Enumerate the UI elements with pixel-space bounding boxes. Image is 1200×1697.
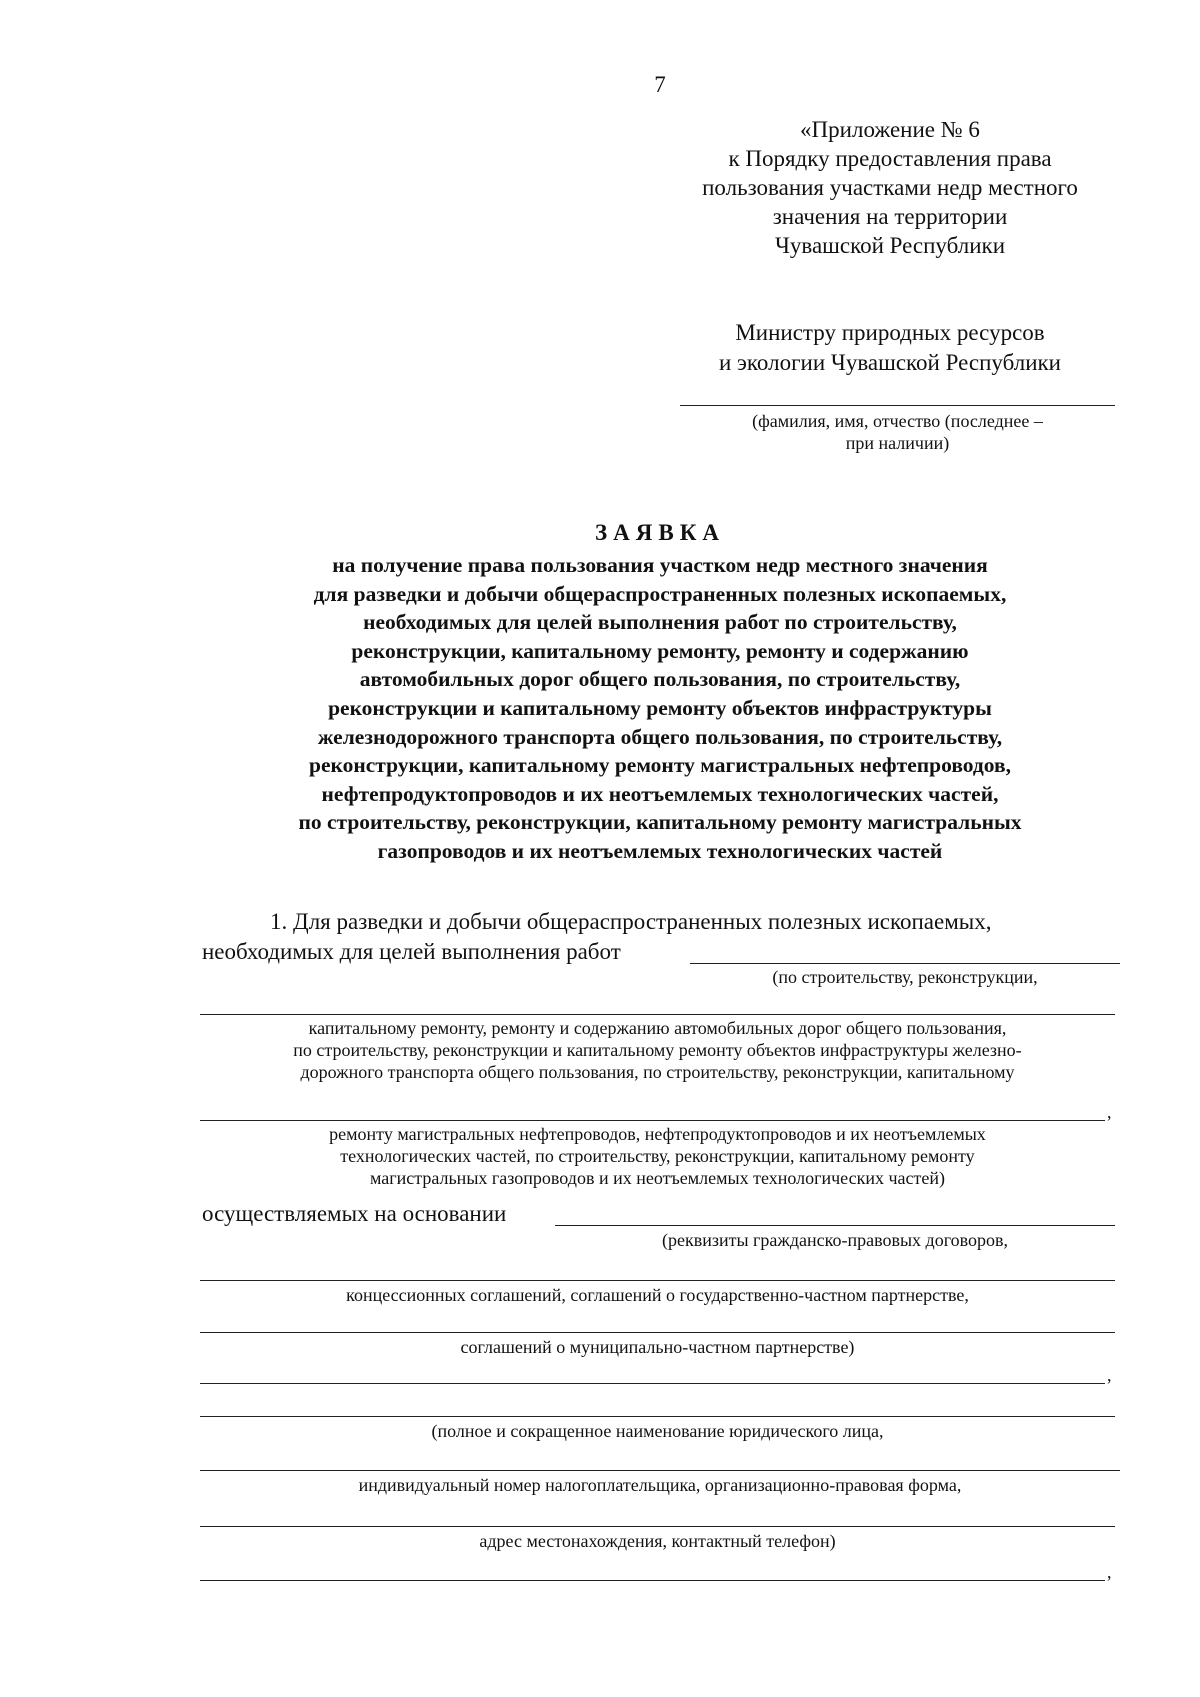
document-title: ЗАЯВКА — [595, 520, 725, 545]
appendix-line: Чувашской Республики — [774, 233, 1006, 258]
subtitle-line: по строительству, реконструкции, капитальному ремонту магистральных — [298, 810, 1022, 835]
entity-hint-a: (полное и сокращенное наименование юридического лица, — [431, 1421, 884, 1441]
document-subtitle — [200, 551, 1120, 866]
work-type-field-3[interactable] — [200, 1120, 1105, 1121]
work-type-hint-a: (по строительству, реконструкции, — [772, 967, 1038, 987]
addressee-line: и экологии Чувашской Республики — [719, 350, 1061, 375]
subtitle-line: газопроводов и их неотъемлемых технологических частей — [377, 838, 943, 863]
work-type-field-2[interactable] — [200, 1014, 1115, 1015]
appendix-line: «Приложение № 6 — [800, 117, 980, 142]
subtitle-line: автомобильных дорог общего пользования, по строительству, — [359, 667, 961, 692]
subtitle-line: необходимых для целей выполнения работ по строительству, — [363, 610, 957, 635]
subtitle-line: железнодорожного транспорта общего пользования, по строительству, — [317, 724, 1003, 749]
basis-hint-c: соглашений о муниципально-частном партнерстве) — [460, 1337, 855, 1357]
hint-line: капитальному ремонту, ремонту и содержанию автомобильных дорог общего пользования, — [308, 1018, 1007, 1038]
hint-line: магистральных газопроводов и их неотъемлемых технологических частей) — [370, 1168, 945, 1188]
entity-field-3[interactable] — [200, 1526, 1115, 1527]
hint-line: по строительству, реконструкции и капитальному ремонту объектов инфраструктуры железно- — [293, 1040, 1022, 1060]
hint-line: при наличии) — [845, 433, 950, 453]
hint-line: технологических частей, по строительству, реконструкции, капитальному ремонту — [340, 1146, 975, 1166]
entity-field[interactable] — [200, 1416, 1115, 1417]
comma: , — [1107, 1562, 1112, 1582]
appendix-line: пользования участками недр местного — [702, 175, 1078, 200]
comma: , — [1107, 1102, 1112, 1122]
comma: , — [1107, 1365, 1112, 1385]
appendix-line: к Порядку предоставления права — [728, 146, 1052, 171]
addressee-name-field[interactable] — [680, 405, 1115, 406]
work-type-field[interactable] — [690, 963, 1120, 964]
hint-line: ремонту магистральных нефтепроводов, нефтепродуктопроводов и их неотъемлемых — [329, 1124, 986, 1144]
section1-intro-line1: 1. Для разведки и добычи общераспространенных полезных ископаемых, — [270, 909, 992, 934]
hint-line: дорожного транспорта общего пользования, по строительству, реконструкции, капитальному — [300, 1062, 1015, 1082]
work-type-hint-c — [200, 1123, 1115, 1189]
entity-field-4[interactable] — [200, 1580, 1105, 1581]
appendix-line: значения на территории — [772, 204, 1008, 229]
basis-field[interactable] — [555, 1225, 1115, 1226]
entity-hint-b: индивидуальный номер налогоплательщика, организационно-правовая форма, — [358, 1475, 962, 1495]
subtitle-line: реконструкции, капитальному ремонту магистральных нефтепроводов, — [308, 753, 1012, 778]
hint-line: (фамилия, имя, отчество (последнее – — [752, 411, 1043, 431]
subtitle-line: нефтепродуктопроводов и их неотъемлемых технологических частей, — [321, 781, 999, 806]
addressee-line: Министру природных ресурсов — [735, 320, 1045, 345]
subtitle-line: реконструкции, капитальному ремонту, ремонту и содержанию — [351, 638, 969, 663]
basis-hint-b: концессионных соглашений, соглашений о государственно-частном партнерстве, — [346, 1285, 969, 1305]
basis-field-4[interactable] — [200, 1383, 1105, 1384]
basis-field-2[interactable] — [200, 1280, 1115, 1281]
basis-hint-a: (реквизиты гражданско-правовых договоров, — [661, 1230, 1009, 1250]
basis-field-3[interactable] — [200, 1332, 1115, 1333]
subtitle-line: реконструкции и капитальному ремонту объектов инфраструктуры — [328, 695, 992, 720]
addressee-block — [640, 318, 1140, 378]
addressee-name-hint — [680, 410, 1115, 454]
subtitle-line: для разведки и добычи общераспространенных полезных ископаемых, — [313, 581, 1007, 606]
appendix-reference — [640, 115, 1140, 260]
entity-field-2[interactable] — [200, 1470, 1120, 1471]
subtitle-line: на получение права пользования участком недр местного значения — [332, 553, 988, 577]
page-number: 7 — [654, 72, 666, 97]
section1-intro-line2: необходимых для целей выполнения работ — [202, 939, 621, 964]
entity-hint-c: адрес местонахождения, контактный телефон) — [479, 1531, 836, 1551]
basis-label: осуществляемых на основании — [202, 1201, 507, 1226]
work-type-hint-b — [200, 1017, 1115, 1083]
